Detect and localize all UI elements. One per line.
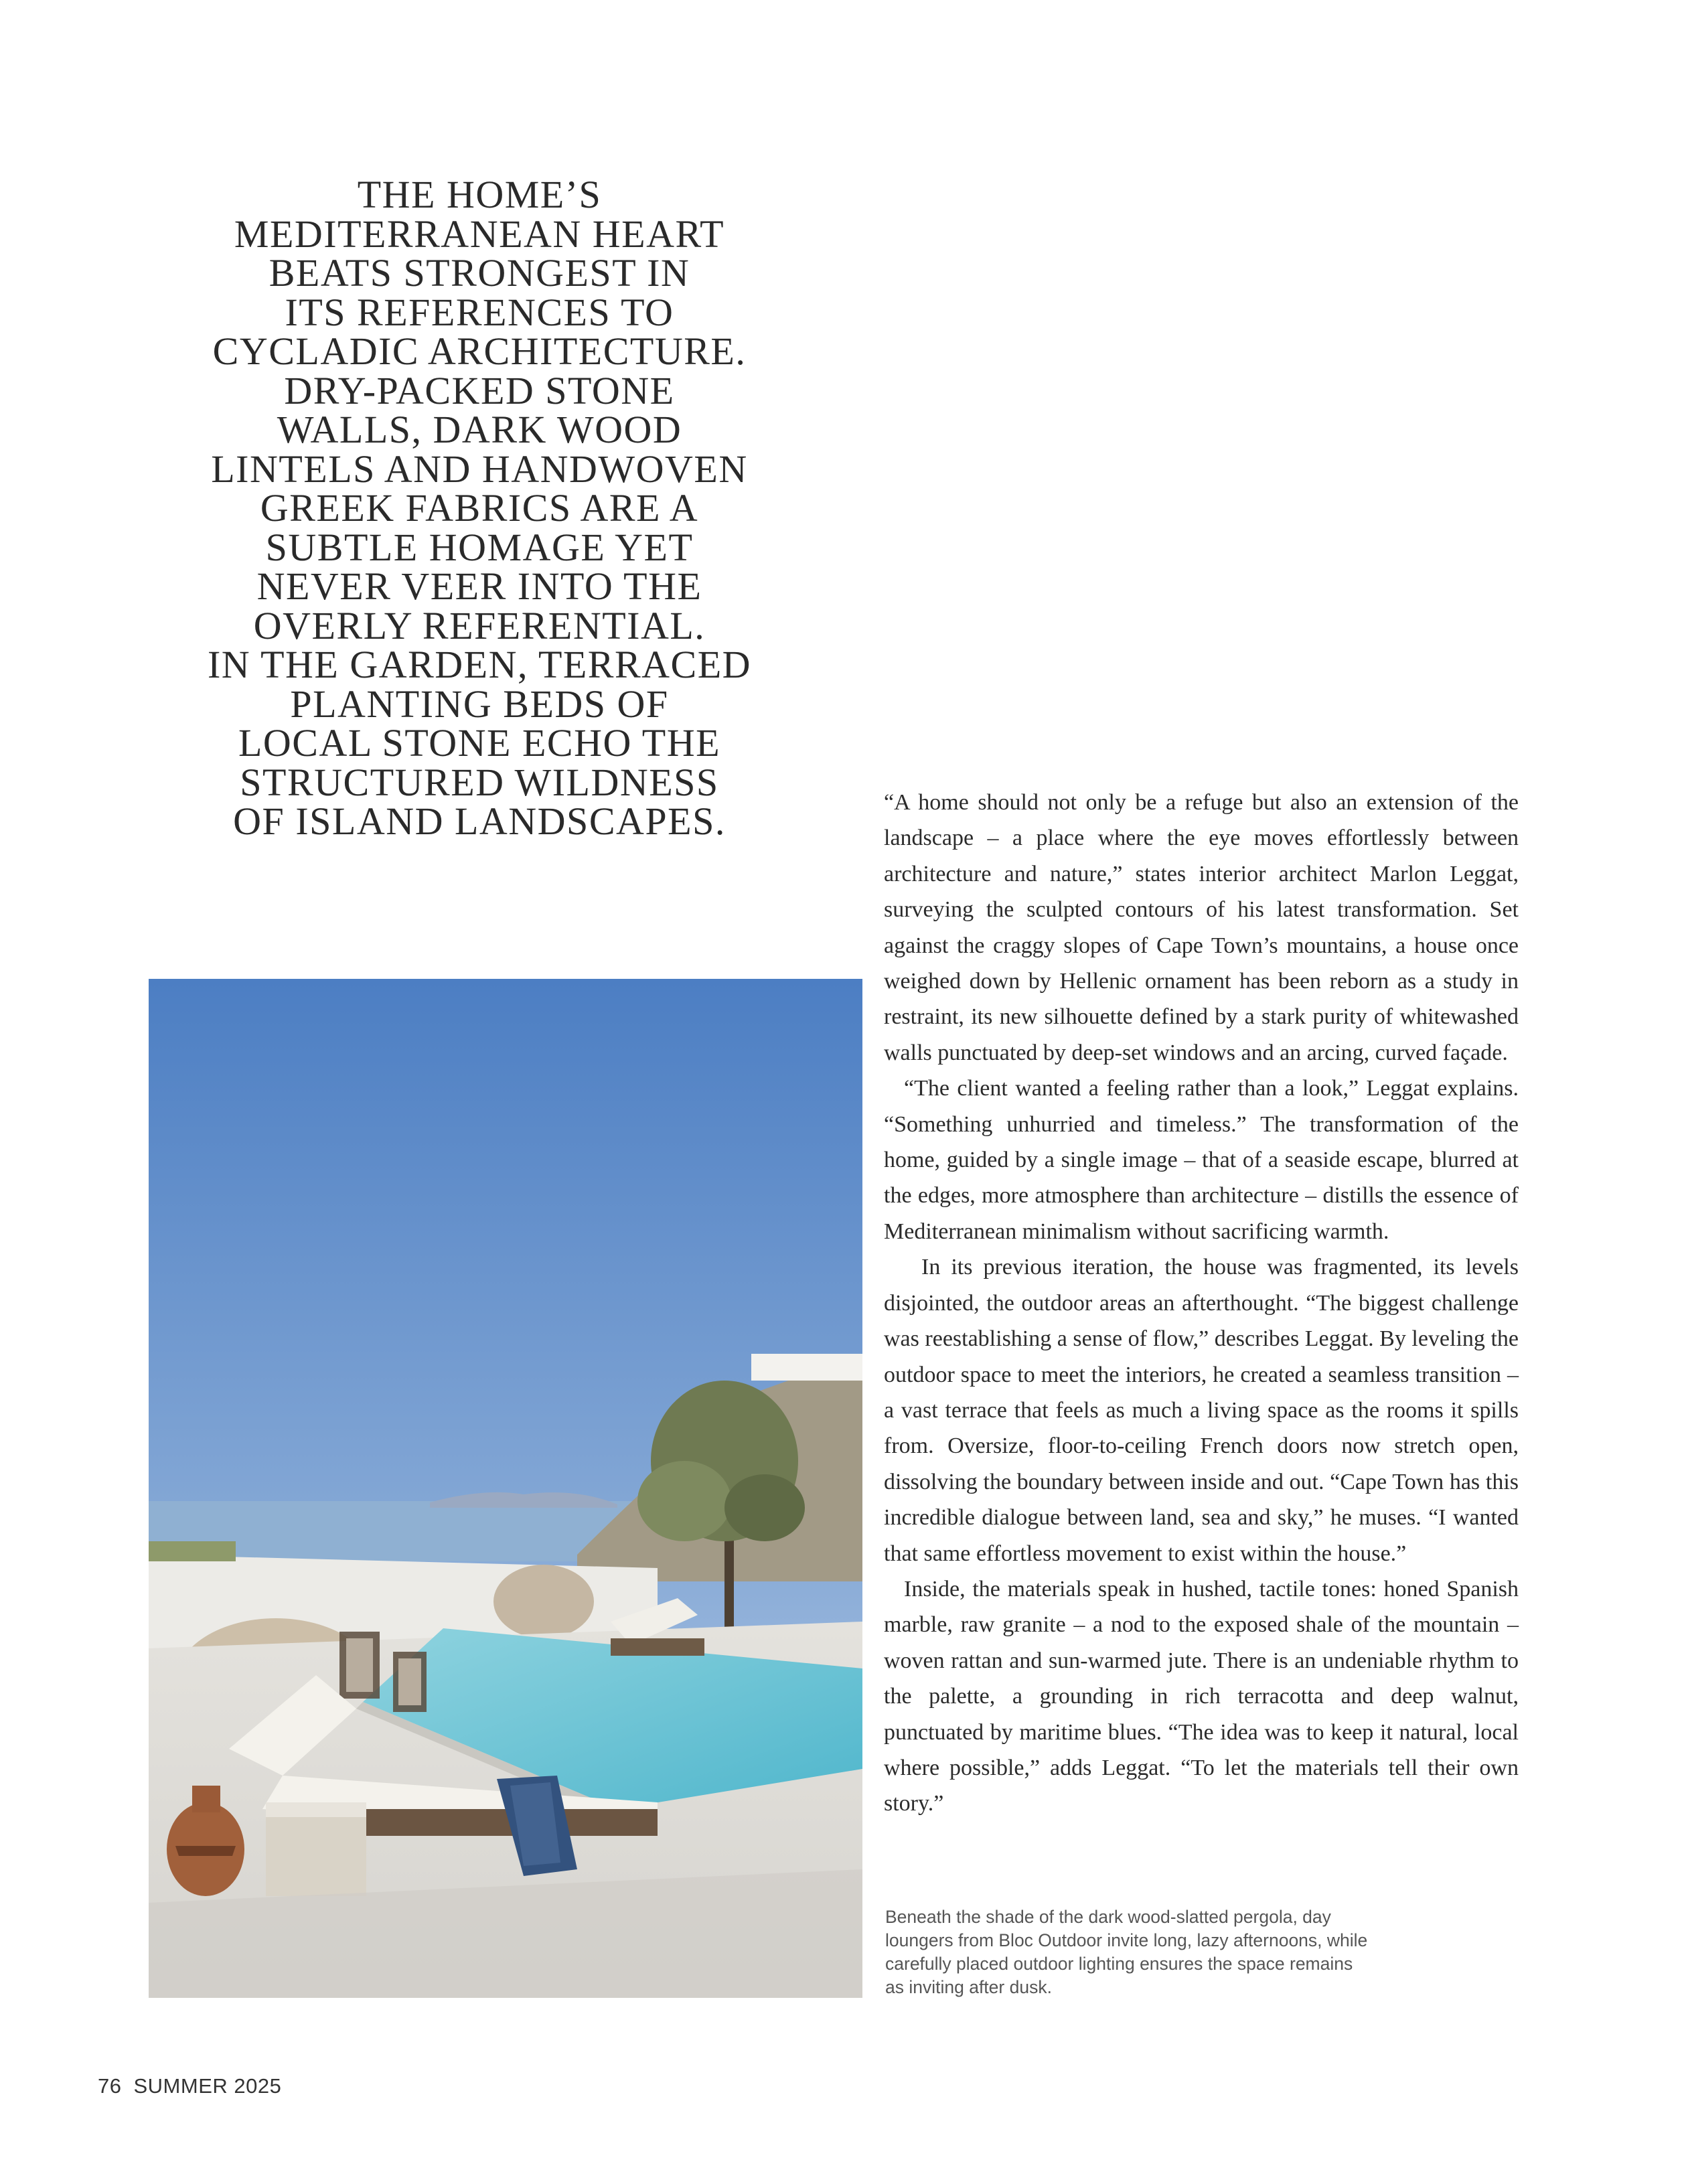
- photo-illustration: [149, 979, 862, 1998]
- body-paragraph: “The client wanted a feeling rather than a look,” Leggat explains. “Something unhurried and timeless.” The transformation of the home, guided by a single image – that of a seaside escape, blurred at the edges, more atmosphere than architecture – distills the essence of Mediterranean minimalism without sacrificing warmth.: [884, 1076, 1519, 1244]
- pull-quote: [198, 175, 761, 842]
- caption-line: as inviting after dusk.: [885, 1977, 1052, 1997]
- pull-quote-line: MEDITERRANEAN HEART: [234, 212, 725, 256]
- pull-quote-line: NEVER VEER INTO THE: [256, 564, 702, 608]
- page-folio: [98, 2074, 281, 2098]
- pull-quote-line: CYCLADIC ARCHITECTURE.: [212, 329, 747, 373]
- issue-label: SUMMER 2025: [133, 2074, 282, 2098]
- pull-quote-line: ITS REFERENCES TO: [285, 290, 674, 334]
- pull-quote-line: DRY-PACKED STONE: [284, 368, 675, 412]
- terrace-pool-photo: [149, 979, 862, 1998]
- body-paragraph: In its previous iteration, the house was fragmented, its levels disjointed, the outdoor areas an afterthought. “The biggest challenge was reestablishing a sense of flow,” describes Leggat. By leveling the outdoor space to meet the interiors, he created a seamless transition – a vast terrace that feels as much a living space as the rooms it spills from. Oversize, floor-to-ceiling French doors now stretch open, dissolving the boundary between inside and out. “Cape Town has this incredible dialogue between land, sea and sky,” he muses. “I wanted that same effortless movement to exist within the house.”: [884, 1255, 1519, 1566]
- body-paragraph: “A home should not only be a refuge but also an extension of the landscape – a place where the eye moves effortlessly between architecture and nature,” states interior architect Marlon Leggat, surveying the sculpted contours of his latest transformation. Set against the craggy slopes of Cape Town’s mountains, a house once weighed down by Hellenic ornament has been reborn as a study in restraint, its new silhouette defined by a stark purity of whitewashed walls punctuated by deep-set windows and an arcing, curved façade.: [884, 790, 1519, 1065]
- pull-quote-line: WALLS, DARK WOOD: [277, 408, 682, 451]
- pull-quote-line: OF ISLAND LANDSCAPES.: [233, 799, 726, 843]
- pull-quote-line: OVERLY REFERENTIAL.: [253, 603, 706, 647]
- pull-quote-line: LOCAL STONE ECHO THE: [238, 721, 721, 765]
- pull-quote-line: STRUCTURED WILDNESS: [240, 760, 719, 804]
- article-body: [884, 785, 1519, 1822]
- pull-quote-line: IN THE GARDEN, TERRACED: [207, 643, 752, 686]
- caption-line: Beneath the shade of the dark wood-slatted pergola, day: [885, 1907, 1331, 1927]
- body-paragraph: Inside, the materials speak in hushed, tactile tones: honed Spanish marble, raw granite – a nod to the exposed shale of the mountain – woven rattan and sun-warmed jute. There is an undeniable rhythm to the palette, a grounding in rich terracotta and deep walnut, punctuated by maritime blues. “The idea was to keep it natural, local where possible,” adds Leggat. “To let the materials tell their own story.”: [884, 1576, 1519, 1816]
- pull-quote-line: LINTELS AND HANDWOVEN: [211, 447, 748, 491]
- pull-quote-line: PLANTING BEDS OF: [290, 682, 669, 726]
- page-number: 76: [98, 2074, 122, 2098]
- pull-quote-line: GREEK FABRICS ARE A: [260, 486, 699, 530]
- pull-quote-line: THE HOME’S: [357, 173, 602, 216]
- photo-caption: [885, 1905, 1407, 1999]
- caption-line: loungers from Bloc Outdoor invite long, lazy afternoons, while: [885, 1930, 1368, 1950]
- caption-line: carefully placed outdoor lighting ensures the space remains: [885, 1954, 1353, 1974]
- pull-quote-line: BEATS STRONGEST IN: [269, 251, 690, 295]
- pull-quote-line: SUBTLE HOMAGE YET: [265, 525, 694, 569]
